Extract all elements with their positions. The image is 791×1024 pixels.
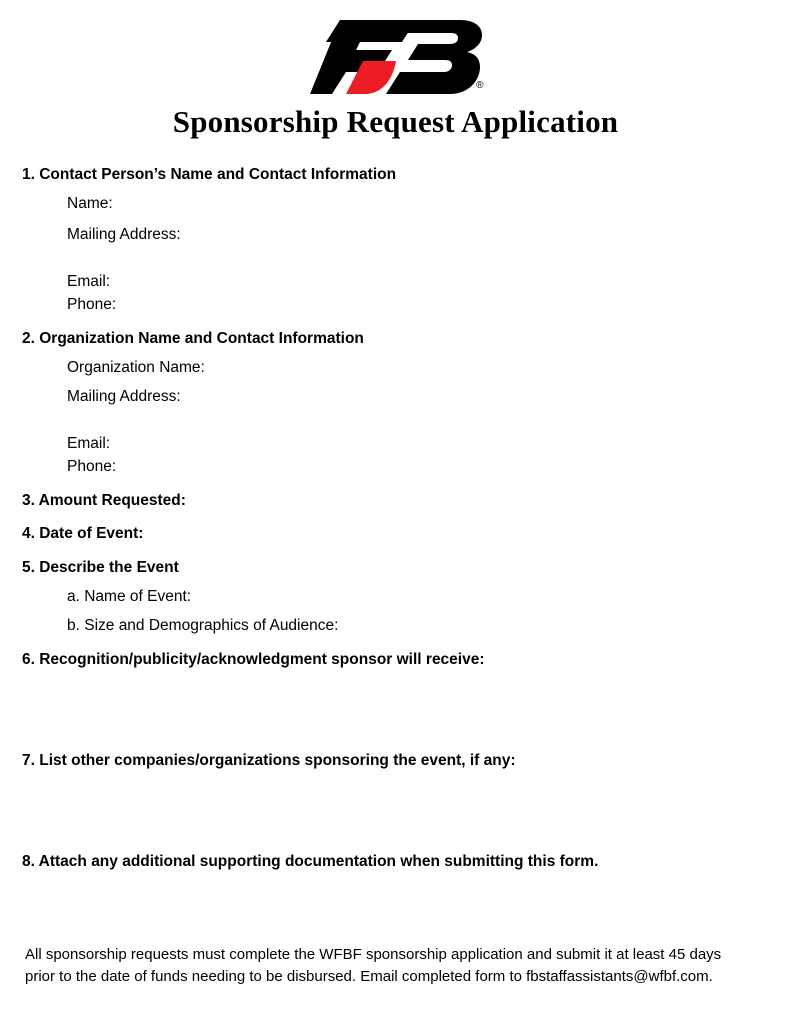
form-section-5 [0,557,791,636]
spacer [0,607,791,615]
section-2-heading: 2. Organization Name and Contact Information [22,330,364,347]
spacer [0,477,791,490]
answer-space-other-sponsors [0,771,791,851]
section-4-heading: 4. Date of Event: [22,525,144,542]
answer-space-recognition [0,670,791,750]
field-label-name: Name: [67,195,113,212]
spacer [0,214,791,224]
section-5-heading: 5. Describe the Event [22,559,179,576]
form-body [0,164,791,872]
spacer [0,378,791,386]
form-section-1 [0,164,791,315]
spacer [0,315,791,328]
field-label-phone: Phone: [67,296,117,313]
answer-space-org-mailing-address [0,407,791,433]
form-section-2 [0,328,791,477]
field-label-org-email: Email: [67,435,111,452]
field-label-email: Email: [67,273,111,290]
farm-bureau-fb-logo [310,18,482,96]
spacer [0,349,791,357]
answer-space-mailing-address [0,245,791,271]
spacer [0,185,791,193]
section-6-heading: 6. Recognition/publicity/acknowledgment sponsor will receive: [22,651,485,668]
footer-line-2: prior to the date of funds needing to be disbursed. Email completed form to fbstaffassistants@wfbf.com. [25,968,713,985]
field-label-organization-name: Organization Name: [67,359,205,376]
answer-space-amount-requested [0,511,791,523]
field-label-size-demographics: b. Size and Demographics of Audience: [67,617,339,634]
spacer [0,636,791,649]
section-1-heading: 1. Contact Person’s Name and Contact Information [22,166,397,183]
field-label-org-mailing-address: Mailing Address: [67,388,181,405]
spacer [0,578,791,586]
section-3-heading: 3. Amount Requested: [22,492,186,509]
logo-container [0,18,791,98]
section-8-heading: 8. Attach any additional supporting documentation when submitting this form. [22,853,599,870]
footer-line-1: All sponsorship requests must complete the WFBF sponsorship application and submit it at least 45 days [25,946,722,963]
registered-trademark-icon: ® [476,80,484,91]
field-label-org-phone: Phone: [67,458,117,475]
page-title: Sponsorship Request Application [172,104,619,139]
field-label-name-of-event: a. Name of Event: [67,588,192,605]
section-7-heading: 7. List other companies/organizations sponsoring the event, if any: [22,752,516,769]
answer-space-date-of-event [0,544,791,557]
field-label-mailing-address: Mailing Address: [67,226,181,243]
footer-note [25,944,745,988]
